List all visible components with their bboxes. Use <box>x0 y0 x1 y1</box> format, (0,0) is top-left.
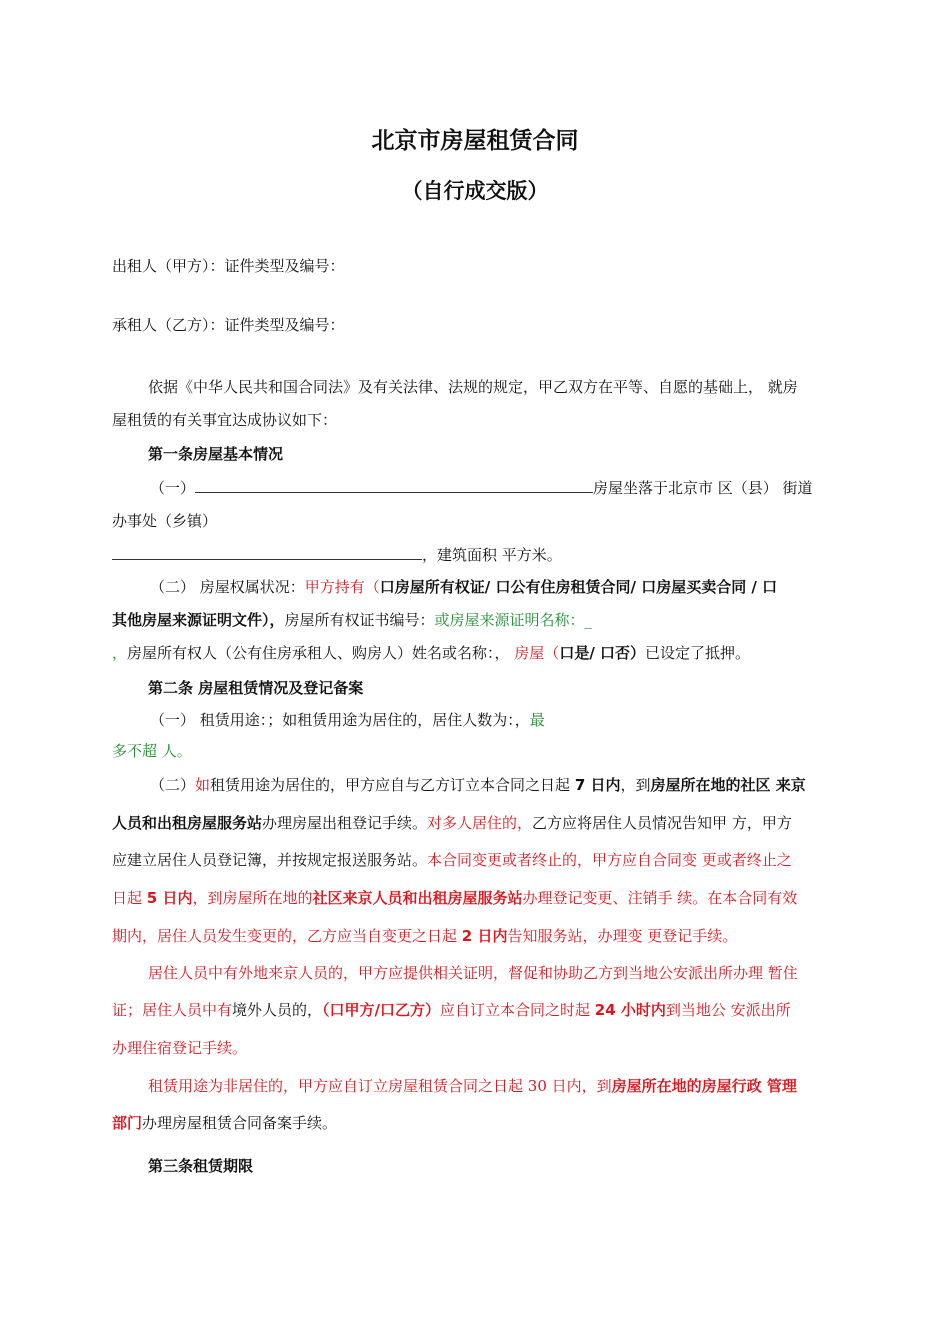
residential-line-1 <box>150 775 806 795</box>
ownership-options: 口房屋所有权证/ 口公有住房租赁合同/ 口房屋买卖合同 / 口 <box>379 578 778 596</box>
ownership-holder: 甲方持有（ <box>304 578 380 596</box>
intro-line-1: 依据《中华人民共和国合同法》及有关法律、法规的规定，甲乙双方在平等、自愿的基础上， 就房 <box>148 378 798 396</box>
mortgage-options: 口是/ 口否） <box>559 644 646 662</box>
deadline-2-days: 2 日内 <box>461 927 508 945</box>
notify-text: 乙方应将居住人员情况告知甲 方，甲方 <box>532 814 792 832</box>
service-station-name: 人员和出租房屋服务站 <box>112 814 263 832</box>
registration-text: 办理房屋出租登记手续。 <box>262 814 428 832</box>
from-day: 日起 <box>112 889 147 907</box>
owner-name-label: 房屋所有权人（公有住房承租人、购房人）姓名或名称：， <box>127 644 515 662</box>
police-station-text: 到当地公 安派出所 <box>665 1001 791 1019</box>
source-document-label: 或房屋来源证明名称：_ <box>434 611 593 629</box>
certificate-number-label: 房屋所有权证书编号： <box>284 611 435 629</box>
service-station-name: 社区来京人员和出租房屋服务站 <box>312 889 523 907</box>
ownership-line-3 <box>112 643 750 663</box>
to-word: ，到 <box>620 776 651 794</box>
register-book-text: 应建立居住人员登记簿，并按规定报送服务站。 <box>112 851 428 869</box>
usage-line-2: 多不超 人。 <box>112 742 192 760</box>
location-label: 房屋坐落于北京市 区（县） 街道 <box>593 479 813 497</box>
to-location: ，到房屋所在地的 <box>192 889 313 907</box>
residential-line-4 <box>112 888 797 908</box>
document-title: 北京市房屋租赁合同 <box>371 128 579 154</box>
deadline-24-hours: 24 小时内 <box>594 1001 666 1019</box>
ownership-label: （二） 房屋权属状况： <box>150 578 305 596</box>
lessee-line: 承租人（乙方）：证件类型及编号： <box>112 316 345 334</box>
change-text: 本合同变更或者终止的，甲方应自合同变 更或者终止之 <box>427 851 792 869</box>
deadline-5-days: 5 日内 <box>146 889 193 907</box>
notify-station-text: 告知服务站，办理变 更登记手续。 <box>507 927 738 945</box>
housing-department: 房屋所在地的房屋行政 管理 <box>611 1077 797 1095</box>
party-options: （口甲方/口乙方） <box>322 1001 441 1019</box>
mortgage-label: 房屋（ <box>514 644 560 662</box>
cancel-text: 办理登记变更、注销手 续。在本合同有效 <box>522 889 798 907</box>
resident-text: 证；居住人员中有 <box>112 1001 233 1019</box>
from-signing-text: 应自订立本合同之时起 <box>440 1001 595 1019</box>
if-word: 如 <box>195 776 211 794</box>
ownership-line-2 <box>112 610 592 630</box>
ownership-other-option: 其他房屋来源证明文件）， <box>112 611 285 629</box>
area-label: ，建筑面积 平方米。 <box>422 546 562 564</box>
address-blank <box>195 477 593 493</box>
non-residential-line-2 <box>112 1113 337 1133</box>
usage-line-1 <box>150 710 545 730</box>
paragraph-number: （一） <box>150 479 196 497</box>
article-1-location-line <box>150 477 813 498</box>
document-subtitle: （自行成交版） <box>401 179 549 203</box>
change-period-text: 期内，居住人员发生变更的，乙方应当自变更之日起 <box>112 927 462 945</box>
max-label: 最 <box>529 711 545 729</box>
article-1-heading: 第一条房屋基本情况 <box>148 445 284 463</box>
residential-line-2 <box>112 813 792 833</box>
deadline-7-days: 7 日内 <box>574 776 621 794</box>
residential-line-5 <box>112 926 737 946</box>
department-word: 部门 <box>112 1114 143 1132</box>
residential-text: 租赁用途为居住的，甲方应自与乙方订立本合同之日起 <box>210 776 575 794</box>
service-station-name: 房屋所在地的社区 来京 <box>650 776 806 794</box>
outsider-line-1: 居住人员中有外地来京人员的，甲方应提供相关证明，督促和协助乙方到当地公安派出所办理 暂住 <box>148 964 798 982</box>
multi-resident-text: 对多人居住的， <box>427 814 533 832</box>
outsider-line-3: 办理住宿登记手续。 <box>112 1039 248 1057</box>
outsider-line-2 <box>112 1000 791 1020</box>
paragraph-number: （二） <box>150 776 196 794</box>
lessor-line: 出租人（甲方）：证件类型及编号： <box>112 257 345 275</box>
foreign-text: 境外人员的， <box>232 1001 323 1019</box>
article-2-heading: 第二条 房屋租赁情况及登记备案 <box>148 679 364 697</box>
mortgage-suffix: 已设定了抵押。 <box>645 644 751 662</box>
non-residential-line-1 <box>148 1076 797 1096</box>
article-1-district-line: 办事处（乡镇） <box>112 512 218 530</box>
location-blank <box>112 544 422 560</box>
filing-text: 办理房屋租赁合同备案手续。 <box>142 1114 338 1132</box>
ownership-line-1 <box>150 577 777 597</box>
intro-line-2: 屋租赁的有关事宜达成协议如下： <box>112 411 338 429</box>
comma: ， <box>112 644 128 662</box>
non-residential-text: 租赁用途为非居住的，甲方应自订立房屋租赁合同之日起 30 日内，到 <box>148 1077 612 1095</box>
usage-label: （一） 租赁用途：；如租赁用途为居住的，居住人数为：， <box>150 711 530 729</box>
article-1-area-line <box>112 544 562 565</box>
article-3-heading: 第三条租赁期限 <box>148 1157 254 1175</box>
residential-line-3 <box>112 850 792 870</box>
